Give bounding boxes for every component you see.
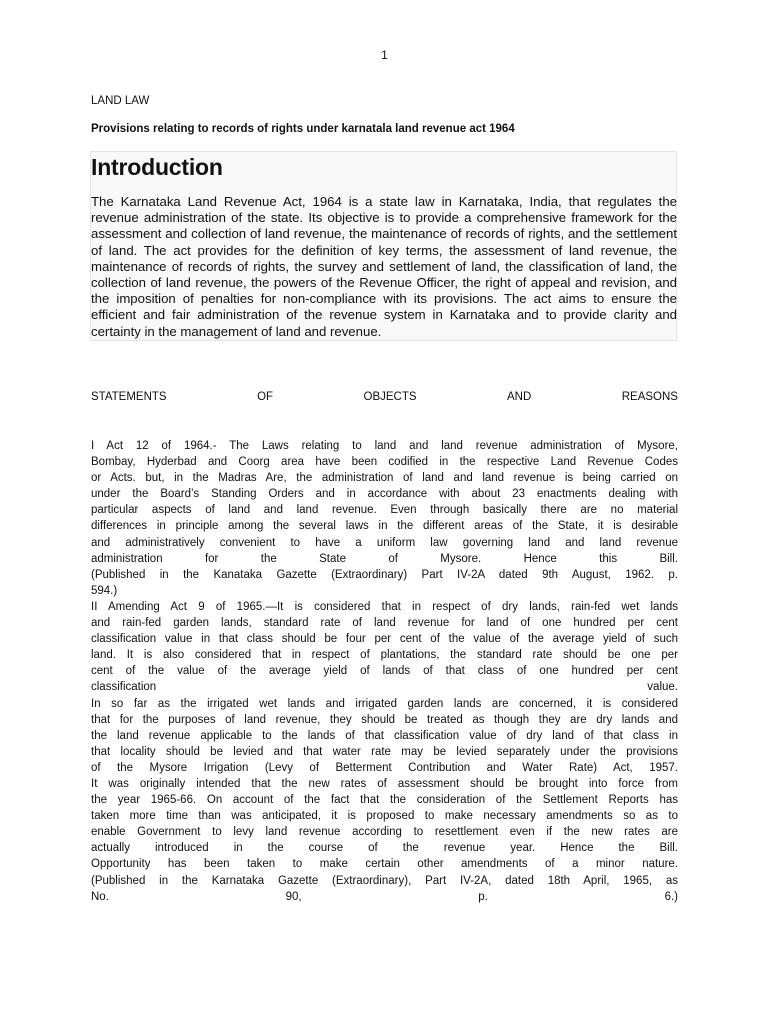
body-text-line: differences in principle among the several laws in the different areas of the State, it is desirable	[91, 520, 678, 533]
body-text-line: cent of the value of the average yield of lands of that class of one hundred per cent	[91, 665, 678, 678]
body-text-line: (Published in the Kanataka Gazette (Extraordinary) Part IV-2A dated 9th August, 1962. p.	[91, 568, 678, 581]
body-text-line: Opportunity has been taken to make certain other amendments of a minor nature.	[91, 858, 678, 871]
statements-of-objects-heading	[91, 389, 678, 405]
body-text-line: In so far as the irrigated wet lands and irrigated garden lands are concerned, it is considered	[91, 697, 678, 710]
introduction-paragraph: The Karnataka Land Revenue Act, 1964 is a state law in Karnataka, India, that regulates the revenue administration of the state. Its objective is to provide a comprehensive framework for the assessment and collection of land revenue, the maintenance of records of rights, and the settlement of land. The act provides for the definition of key terms, the assessment of land revenue, the maintenance of records of rights, the survey and settlement of land, the classification of land, the collection of land revenue, the powers of the Revenue Officer, the right of appeal and revision, and the imposition of penalties for non-compliance with its provisions. The act aims to ensure the efficient and fair administration of the revenue system in Karnataka and to provide clarity and certainty in the management of land and revenue.	[91, 194, 677, 339]
body-text-line: the year 1965-66. On account of the fact that the consideration of the Settlement Reports has	[91, 794, 678, 807]
body-text-line: I Act 12 of 1964.- The Laws relating to land and land revenue administration of Mysore,	[91, 440, 678, 452]
body-text-line: of the Mysore Irrigation (Levy of Betterment Contribution and Water Rate) Act, 1957.	[91, 761, 678, 774]
body-text-line: that locality should be levied and that water rate may be levied separately under the provisions	[91, 745, 678, 758]
body-text-line: actually introduced in the course of the revenue year. Hence the Bill.	[91, 842, 678, 855]
document-label: LAND LAW	[91, 95, 150, 107]
statements-word: STATEMENTS	[91, 391, 167, 403]
body-text-line: taken more time than was anticipated, it is proposed to make necessary amendments so as to	[91, 810, 678, 823]
statements-word: AND	[507, 391, 532, 403]
body-text-line: the land revenue applicable to the lands of that classification value of dry land of that class in	[91, 729, 678, 742]
body-text-line: or Acts. but, in the Madras Are, the administration of land and land revenue is being carried on	[91, 472, 678, 485]
body-text-line: No. 90, p. 6.)	[91, 890, 678, 903]
body-text-line: classification value in that class should be four per cent of the value of the average yield of such	[91, 633, 678, 646]
body-text-line: administration for the State of Mysore. Hence this Bill.	[91, 552, 678, 565]
statements-word: OBJECTS	[363, 391, 417, 403]
body-text-line: particular aspects of land and land revenue. Even through basically there are no material	[91, 504, 678, 517]
introduction-section	[90, 151, 677, 341]
body-text-line: II Amending Act 9 of 1965.—It is considered that in respect of dry lands, rain-fed wet lands	[91, 600, 678, 613]
introduction-heading: Introduction	[91, 154, 223, 180]
statements-body	[91, 438, 678, 905]
body-text-line: (Published in the Karnataka Gazette (Extraordinary), Part IV-2A, dated 18th April, 1965, as	[91, 874, 678, 887]
body-text-line: It was originally intended that the new rates of assessment should be brought into force from	[91, 777, 678, 790]
body-text-line: and administratively convenient to have a uniform law governing land and land revenue	[91, 536, 678, 549]
statements-word: REASONS	[621, 391, 678, 403]
statements-word: OF	[257, 391, 274, 403]
body-text-line: classification value.	[91, 681, 678, 694]
body-text-line: enable Government to levy land revenue according to resettlement even if the new rates are	[91, 826, 678, 839]
document-subtitle: Provisions relating to records of rights under karnatala land revenue act 1964	[91, 123, 515, 135]
body-text-line: that for the purposes of land revenue, they should be treated as though they are dry lands and	[91, 713, 678, 726]
body-text-line: under the Board’s Standing Orders and in accordance with about 23 enactments dealing with	[91, 488, 678, 501]
body-text-line: Bombay, Hyderbad and Coorg area have been codified in the respective Land Revenue Codes	[91, 456, 678, 469]
body-text-line: land. It is also considered that in respect of plantations, the standard rate should be one per	[91, 649, 678, 662]
page-number: 1	[381, 48, 388, 62]
body-text-line: 594.)	[91, 584, 118, 597]
body-text-line: and rain-fed garden lands, standard rate of land revenue for land of one hundred per cent	[91, 617, 678, 630]
